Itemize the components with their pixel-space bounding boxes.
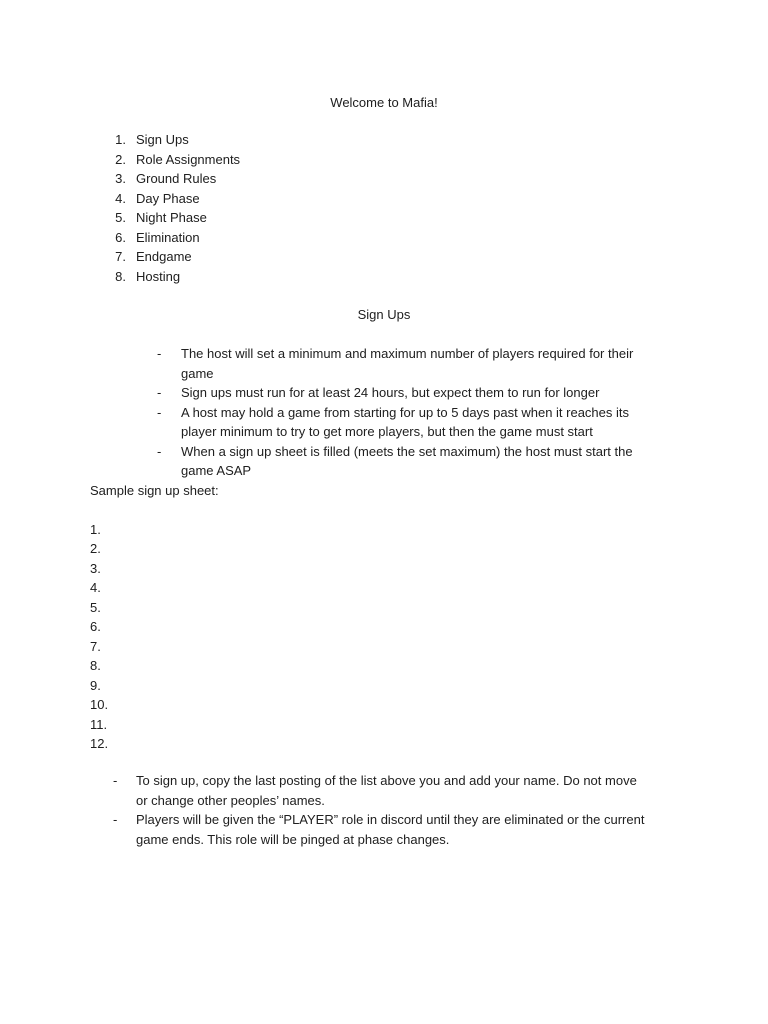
bullet-dash: - [157, 443, 162, 459]
document-title: Welcome to Mafia! [330, 95, 438, 110]
sample-sheet-label: Sample sign up sheet: [90, 482, 219, 498]
rule-text: The host will set a minimum and maximum number of players required for their [181, 346, 634, 361]
toc-item-night-phase: Night Phase [136, 210, 207, 225]
sheet-entry-number: 3. [90, 560, 101, 576]
sheet-entry-number: 9. [90, 677, 101, 693]
toc-number: 4. [115, 190, 126, 206]
toc-item-elimination: Elimination [136, 229, 200, 245]
toc-item-sign-ups: Sign Ups [136, 132, 189, 147]
note-text: game ends. This role will be pinged at phase changes. [136, 831, 450, 847]
bullet-dash: - [113, 773, 118, 788]
toc-number: 1. [115, 132, 126, 147]
sheet-entry-number: 1. [90, 521, 101, 537]
sheet-entry-number: 12. [90, 736, 109, 751]
toc-number: 8. [115, 268, 126, 284]
toc-item-ground-rules: Ground Rules [136, 171, 217, 186]
sheet-entry-number: 11. [90, 716, 108, 732]
sheet-entry-number: 2. [90, 541, 101, 556]
sheet-entry-number: 4. [90, 580, 101, 595]
bullet-dash: - [113, 812, 118, 827]
toc-number: 6. [115, 229, 126, 245]
rule-text: When a sign up sheet is filled (meets the set maximum) the host must start the [181, 443, 633, 459]
rule-text: player minimum to try to get more players, but then the game must start [181, 424, 593, 439]
sheet-entry-number: 10. [90, 697, 109, 712]
rule-text: game ASAP [181, 463, 252, 478]
sheet-entry-number: 6. [90, 619, 101, 634]
toc-item-day-phase: Day Phase [136, 190, 200, 206]
toc-number: 2. [115, 151, 126, 167]
sheet-entry-number: 8. [90, 658, 101, 673]
sheet-entry-number: 5. [90, 599, 101, 615]
rule-text: game [181, 365, 214, 381]
note-text: or change other peoples’ names. [136, 792, 325, 808]
note-text: Players will be given the “PLAYER” role in discord until they are eliminated or the current [136, 812, 645, 827]
rule-text: Sign ups must run for at least 24 hours, but expect them to run for longer [181, 385, 600, 400]
sheet-entry-number: 7. [90, 638, 101, 654]
bullet-dash: - [157, 404, 162, 420]
toc-number: 7. [115, 249, 126, 264]
rule-text: A host may hold a game from starting for up to 5 days past when it reaches its [181, 404, 630, 420]
toc-number: 3. [115, 171, 126, 186]
toc-number: 5. [115, 210, 126, 225]
section-heading-sign-ups: Sign Ups [357, 307, 411, 322]
note-text: To sign up, copy the last posting of the list above you and add your name. Do not move [136, 773, 637, 788]
bullet-dash: - [157, 346, 162, 361]
toc-item-hosting: Hosting [136, 268, 181, 284]
toc-item-endgame: Endgame [136, 249, 192, 264]
bullet-dash: - [157, 385, 162, 400]
toc-item-role-assignments: Role Assignments [136, 151, 241, 167]
